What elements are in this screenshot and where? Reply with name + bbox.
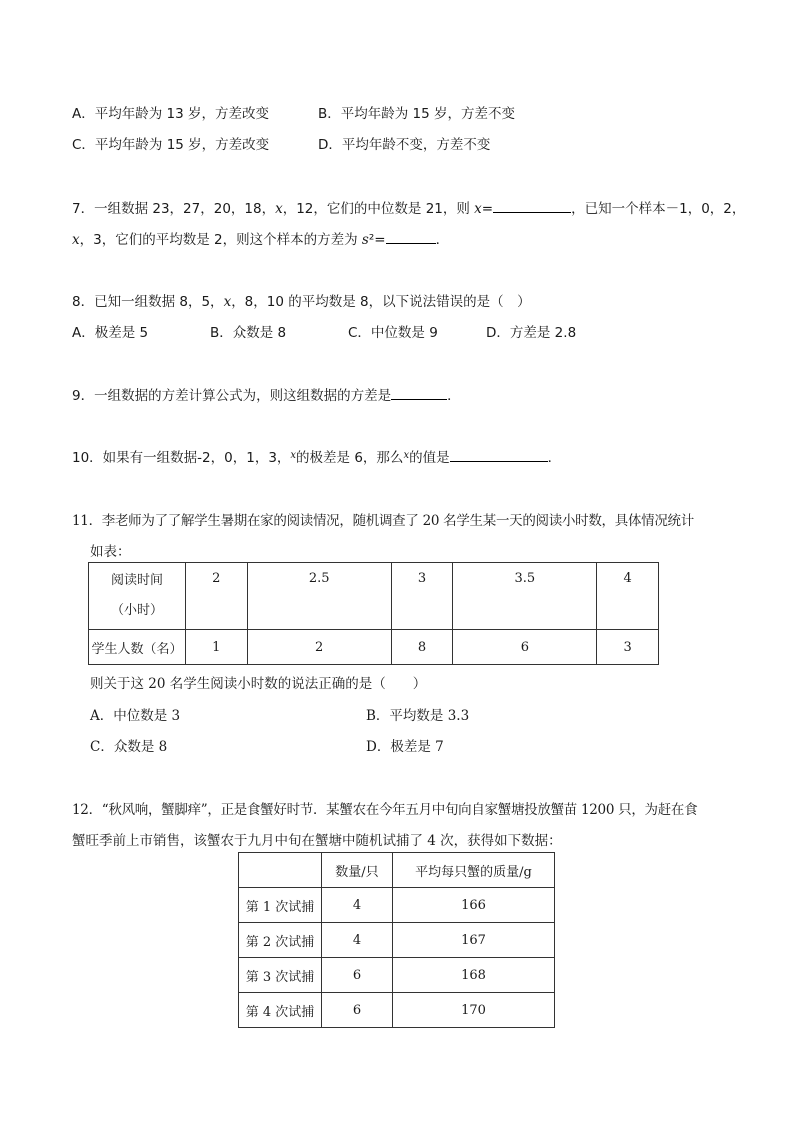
q8-stem: [72, 290, 531, 310]
q11-option-c: C．众数是 8: [90, 739, 168, 755]
q6-option-b: B．平均年龄为 15 岁，方差不变: [318, 106, 516, 122]
table-header-cell: 数量/只: [322, 853, 393, 888]
q12-stem-line-1: 12．“秋风响，蟹脚痒”，正是食蟹好时节．某蟹农在今年五月中旬向自家蟹塘投放蟹苗 1200 只，为赶在食: [72, 802, 698, 818]
q10-text: 的极差是 6，那么: [296, 450, 404, 466]
table-cell: 4: [322, 888, 393, 923]
table-cell: 2.5: [247, 563, 391, 630]
table-cell: 8: [391, 630, 453, 665]
var-x: x: [72, 232, 80, 248]
table-cell: 1: [186, 630, 248, 665]
table-row-label: 第 1 次试捕: [239, 888, 322, 923]
q7-text: ，3，它们的平均数是 2，则这个样本的方差为: [79, 232, 362, 248]
q7-text: ，12，它们的中位数是 21，则: [282, 201, 475, 217]
table-row-label: 第 3 次试捕: [239, 958, 322, 993]
q8-option-b: B．众数是 8: [210, 325, 287, 341]
q7-answer-blank-2[interactable]: [386, 231, 436, 244]
q10-answer-blank[interactable]: [450, 449, 548, 462]
q8-option-a: A．极差是 5: [72, 325, 149, 341]
q9-text: 9．一组数据的方差计算公式为，则这组数据的方差是: [72, 388, 392, 404]
q9-text: ．: [447, 388, 461, 404]
table-cell: 2: [186, 563, 248, 630]
table-header-cell: 平均每只蟹的质量/g: [393, 853, 555, 888]
q6-option-d: D．平均年龄不变，方差不变: [318, 137, 491, 153]
var-x: x: [223, 294, 232, 310]
q8-text: ，8，10 的平均数是 8，以下说法错误的是（ ）: [231, 294, 531, 310]
table-cell: 4: [322, 923, 393, 958]
var-x: x: [275, 201, 283, 217]
q7-text: ²=: [368, 232, 386, 248]
table-row: [239, 993, 555, 1028]
table-row: [239, 853, 555, 888]
header-text: （小时）: [110, 603, 163, 618]
table-cell: 6: [322, 958, 393, 993]
table-cell: 2: [247, 630, 391, 665]
var-x: x: [474, 201, 482, 217]
q9-stem: [72, 384, 461, 404]
q11-option-d: D．极差是 7: [366, 739, 444, 755]
q6-option-a: A．平均年龄为 13 岁，方差改变: [72, 106, 269, 122]
q12-table: [238, 852, 555, 1028]
table-row: [89, 563, 659, 630]
q10-text: 的值是: [409, 450, 450, 466]
table-row: [89, 630, 659, 665]
table-cell: 4: [597, 563, 659, 630]
table-header-cell: 学生人数（名）: [89, 630, 186, 665]
table-cell: 168: [393, 958, 555, 993]
table-cell: 3: [391, 563, 453, 630]
table-row: [239, 923, 555, 958]
q10-text: ．: [547, 450, 562, 466]
table-cell: 167: [393, 923, 555, 958]
table-row-label: 第 2 次试捕: [239, 923, 322, 958]
q8-option-d: D．方差是 2.8: [486, 325, 577, 341]
table-cell: 170: [393, 993, 555, 1028]
q11-question: 则关于这 20 名学生阅读小时数的说法正确的是（ ）: [90, 676, 427, 692]
table-row: [239, 888, 555, 923]
q7-text: ．: [435, 232, 450, 248]
var-x: x: [403, 450, 410, 461]
table-cell: 3: [597, 630, 659, 665]
table-row: [239, 958, 555, 993]
table-corner-cell: [239, 853, 322, 888]
table-cell: 6: [322, 993, 393, 1028]
table-cell: 3.5: [453, 563, 597, 630]
q11-option-a: A．中位数是 3: [90, 708, 181, 724]
q7-answer-blank-1[interactable]: [493, 200, 571, 213]
header-text: 阅读时间: [110, 573, 163, 588]
table-header-cell: [89, 563, 186, 630]
table-row-label: 第 4 次试捕: [239, 993, 322, 1028]
q12-stem-line-2: 蟹旺季前上市销售，该蟹农于九月中旬在蟹塘中随机试捕了 4 次，获得如下数据：: [72, 833, 562, 849]
q7-text: ，已知一个样本－1，0，2，: [571, 201, 746, 217]
table-cell: 166: [393, 888, 555, 923]
table-cell: 6: [453, 630, 597, 665]
q7-line-2: [72, 228, 449, 248]
q6-option-c: C．平均年龄为 15 岁，方差改变: [72, 137, 270, 153]
q8-text: 8．已知一组数据 8，5，: [72, 294, 224, 310]
q11-option-b: B．平均数是 3.3: [366, 708, 470, 724]
q8-option-c: C．中位数是 9: [348, 325, 438, 341]
q11-stem-line-2: 如表：: [90, 544, 131, 560]
q7-line-1: [72, 197, 745, 217]
var-x: x: [290, 450, 297, 461]
q11-stem-line-1: 11．李老师为了了解学生暑期在家的阅读情况，随机调查了 20 名学生某一天的阅读小时数，具体情况统计: [72, 513, 694, 529]
q7-text: 7．一组数据 23，27，20，18，: [72, 201, 276, 217]
q10-stem: [72, 446, 561, 466]
var-s: s: [361, 232, 369, 248]
q11-table: [88, 562, 659, 665]
q9-answer-blank[interactable]: [391, 387, 447, 400]
q7-text: =: [481, 201, 494, 217]
q10-text: 10．如果有一组数据-2，0，1，3，: [72, 450, 291, 466]
